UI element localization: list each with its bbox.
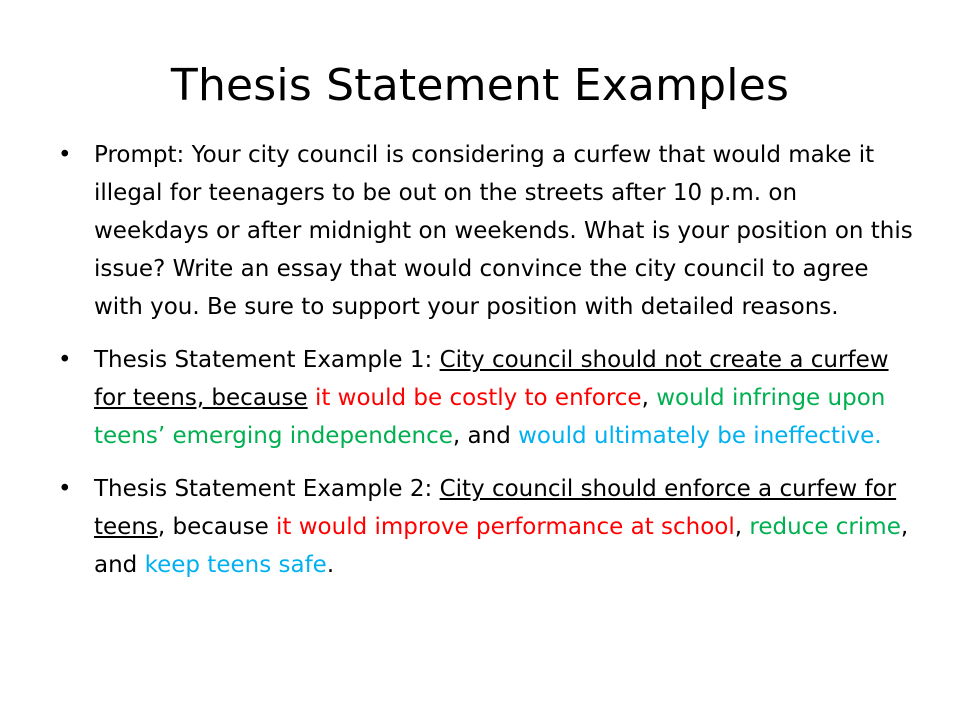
bullet-prompt <box>58 136 918 326</box>
example-2-sep0: , because <box>157 514 277 540</box>
prompt-text: Prompt: Your city council is considering a curfew that would make it illegal for teenagers to be out on the streets after 10 p.m. on weekdays or after midnight on weekends. What is your position on this issue? Write an essay that would convince the city council to agree with you. Be sure to support your position with detailed reasons. <box>94 142 913 320</box>
example-1-sep2: , and <box>452 423 519 449</box>
example-1-sep0 <box>308 385 315 411</box>
bullet-marker: • <box>58 476 72 502</box>
example-1-reason-2: would infringe upon teens’ emerging independence <box>94 385 886 449</box>
example-2-reason-3: keep teens safe <box>144 552 327 578</box>
example-2-reason-1: it would improve performance at school <box>276 514 735 540</box>
bullet-marker: • <box>58 142 72 168</box>
bullet-example-2 <box>58 470 918 584</box>
example-1-prefix: Thesis Statement Example 1: <box>94 347 440 373</box>
example-2-sep1: , <box>734 514 750 540</box>
bullet-example-1 <box>58 341 918 455</box>
example-1-sep1: , <box>641 385 657 411</box>
bullet-list <box>58 136 918 599</box>
example-2-claim: City council should enforce a curfew for teens <box>94 476 897 540</box>
example-2-reason-2: reduce crime <box>749 514 901 540</box>
bullet-marker: • <box>58 347 72 373</box>
example-1-reason-3: would ultimately be ineffective. <box>518 423 882 449</box>
example-1-claim: City council should not create a curfew for teens, because <box>94 347 889 411</box>
example-1-reason-1: it would be costly to enforce <box>314 385 642 411</box>
slide-title: Thesis Statement Examples <box>170 60 790 111</box>
example-2-prefix: Thesis Statement Example 2: <box>94 476 440 502</box>
example-2-sep2: , and <box>94 514 909 578</box>
example-2-end: . <box>326 552 335 578</box>
